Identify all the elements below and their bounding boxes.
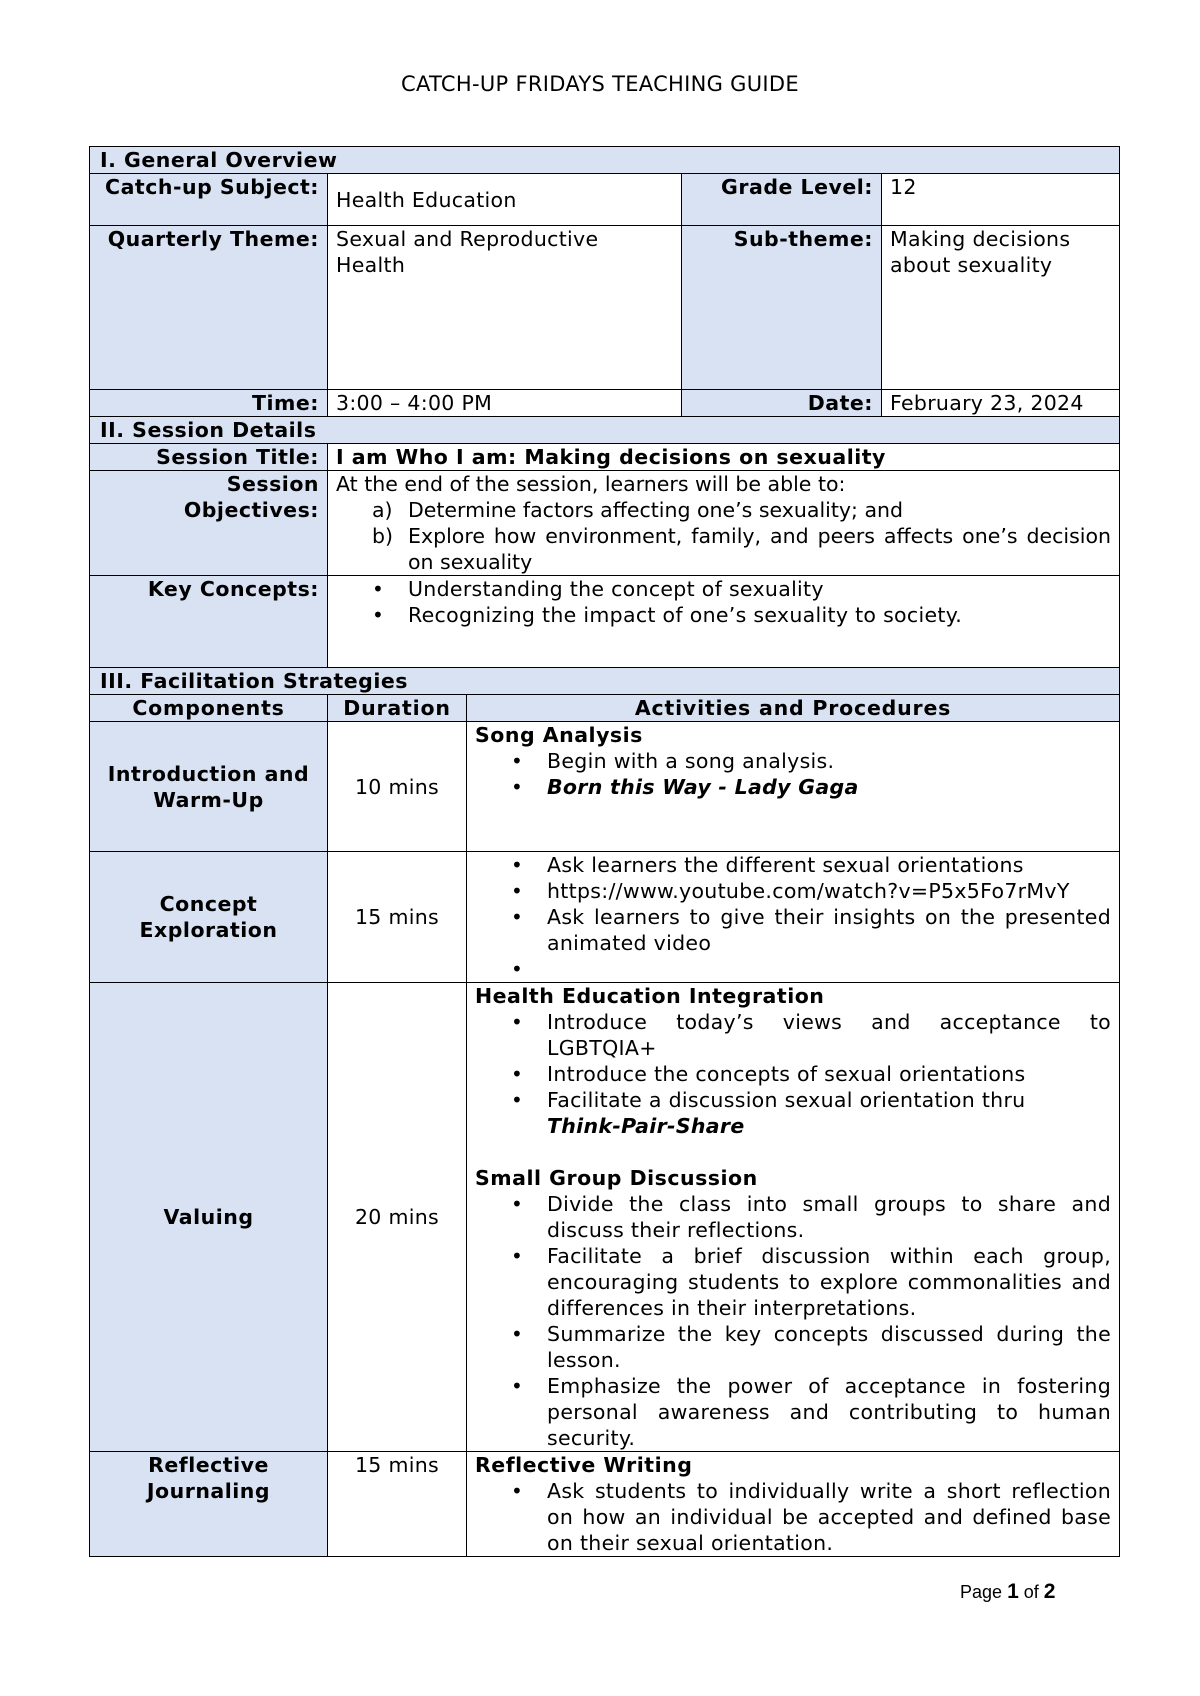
activity-list — [475, 748, 1111, 800]
section-facilitation-strategies: III. Facilitation Strategies — [90, 668, 1120, 695]
duration-valuing: 20 mins — [328, 983, 467, 1452]
page-number: 1 — [1007, 1580, 1019, 1603]
objective-item: a) Determine factors affecting one’s sexuality; and — [372, 498, 904, 522]
quarterly-theme-label: Quarterly Theme: — [90, 226, 328, 390]
component-concept-exploration: Concept Exploration — [90, 852, 328, 983]
key-concepts-list — [336, 576, 1111, 628]
session-title-label: Session Title: — [90, 444, 328, 471]
page-footer — [960, 1580, 1055, 1604]
duration-concept-exploration: 15 mins — [328, 852, 467, 983]
session-objectives-cell — [328, 471, 1120, 576]
subject-value: Health Education — [328, 174, 682, 226]
component-valuing: Valuing — [90, 983, 328, 1452]
grade-level-value: 12 — [882, 174, 1120, 226]
objectives-intro: At the end of the session, learners will be able to: — [336, 472, 846, 496]
grade-level-label: Grade Level: — [682, 174, 882, 226]
session-objectives-label: Session Objectives: — [90, 471, 328, 576]
column-header-duration: Duration — [328, 695, 467, 722]
subject-label: Catch-up Subject: — [90, 174, 328, 226]
section-general-overview: I. General Overview — [90, 147, 1120, 174]
objectives-list — [336, 497, 1111, 575]
activity-item: • Facilitate a brief discussion within each group, encouraging students to explore commonalities and differences in their interpretations. — [547, 1243, 1111, 1321]
page-total: 2 — [1043, 1580, 1056, 1603]
activity-item: • Ask learners to give their insights on the presented animated video — [547, 904, 1111, 956]
strategy-name: Think-Pair-Share — [547, 1114, 745, 1138]
activity-item: • Begin with a song analysis. — [547, 748, 1111, 774]
document-title: CATCH-UP FRIDAYS TEACHING GUIDE — [401, 72, 799, 96]
song-title: Born this Way - Lady Gaga — [547, 775, 859, 799]
activity-item: • Introduce the concepts of sexual orientations — [547, 1061, 1111, 1087]
activity-list — [475, 1191, 1111, 1451]
activities-introduction — [467, 722, 1120, 852]
activity-heading: Health Education Integration — [475, 984, 825, 1008]
activity-item: • Divide the class into small groups to share and discuss their reflections. — [547, 1191, 1111, 1243]
activities-concept-exploration — [467, 852, 1120, 983]
teaching-guide-table — [89, 146, 1120, 1557]
objective-item: b) Explore how environment, family, and peers affects one’s decision on sexuality — [372, 524, 1112, 574]
page-word: Page — [960, 1582, 1003, 1602]
duration-introduction: 10 mins — [328, 722, 467, 852]
activity-list — [475, 1009, 1111, 1139]
activity-item — [547, 774, 1111, 800]
date-value: February 23, 2024 — [882, 390, 1120, 417]
activity-list — [475, 852, 1111, 982]
activity-item: • Introduce today’s views and acceptance to LGBTQIA+ — [547, 1009, 1111, 1061]
sub-theme-value: Making decisions about sexuality — [882, 226, 1120, 390]
activities-valuing — [467, 983, 1120, 1452]
section-session-details: II. Session Details — [90, 417, 1120, 444]
activity-item: • Summarize the key concepts discussed during the lesson. — [547, 1321, 1111, 1373]
component-reflective-journaling: Reflective Journaling — [90, 1452, 328, 1557]
of-word: of — [1023, 1582, 1039, 1602]
key-concepts-label: Key Concepts: — [90, 576, 328, 668]
sub-theme-label: Sub-theme: — [682, 226, 882, 390]
quarterly-theme-value: Sexual and Reproductive Health — [328, 226, 682, 390]
video-link[interactable]: • https://www.youtube.com/watch?v=P5x5Fo7rMvY — [547, 878, 1111, 904]
activity-item: • Ask students to individually write a short reflection on how an individual be accepted and defined base on their sexual orientation. — [547, 1478, 1111, 1556]
session-title-value: I am Who I am: Making decisions on sexuality — [328, 444, 1120, 471]
time-value: 3:00 – 4:00 PM — [328, 390, 682, 417]
date-label: Date: — [682, 390, 882, 417]
key-concept-item: • Recognizing the impact of one’s sexuality to society. — [408, 602, 1111, 628]
activity-item: • Ask learners the different sexual orientations — [547, 852, 1111, 878]
time-label: Time: — [90, 390, 328, 417]
activity-heading: Small Group Discussion — [475, 1166, 758, 1190]
activity-list — [475, 1478, 1111, 1556]
duration-reflective-journaling: 15 mins — [328, 1452, 467, 1557]
key-concepts-cell — [328, 576, 1120, 668]
key-concept-item: • Understanding the concept of sexuality — [408, 576, 1111, 602]
activity-heading: Reflective Writing — [475, 1453, 693, 1477]
activity-item-empty — [547, 956, 1111, 982]
activity-item: • Facilitate a discussion sexual orientation thru Think-Pair-Share — [547, 1087, 1111, 1139]
activity-heading: Song Analysis — [475, 723, 643, 747]
column-header-components: Components — [90, 695, 328, 722]
component-introduction: Introduction and Warm-Up — [90, 722, 328, 852]
column-header-activities: Activities and Procedures — [467, 695, 1120, 722]
activities-reflective-journaling — [467, 1452, 1120, 1557]
activity-item: • Emphasize the power of acceptance in fostering personal awareness and contributing to human security. — [547, 1373, 1111, 1451]
